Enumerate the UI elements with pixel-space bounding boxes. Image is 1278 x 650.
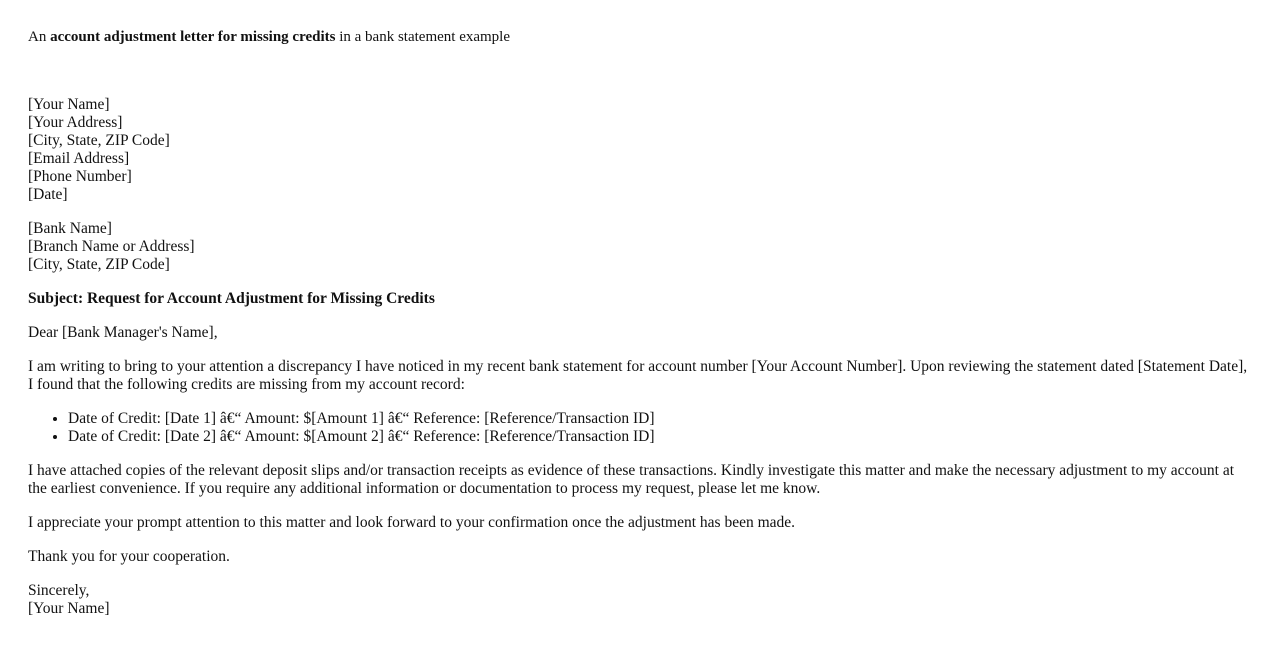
paragraph-thanks: Thank you for your cooperation. [28,548,230,565]
signature: [Your Name] [28,600,110,617]
sender-email: [Email Address] [28,150,130,167]
credit-item: • Date of Credit: [Date 2] â€“ Amount: $[Amount 2] â€“ Reference: [Reference/Transaction ID] [68,428,1250,446]
paragraph-request: I have attached copies of the relevant deposit slips and/or transaction receipts as evidence of these transactions. Kindly investigate this matter and make the necessary adjustment to my account at the earliest convenience. If you require any additional information or documentation to process my request, please let me know. [28,462,1235,497]
intro-line [28,28,1250,46]
salutation: Dear [Bank Manager's Name], [28,324,218,341]
spacer [28,46,1250,96]
paragraph-discrepancy: I am writing to bring to your attention a discrepancy I have noticed in my recent bank statement for account number [Your Account Number]. Upon reviewing the statement dated [Statement Date], I found that the following credits are missing from my account record: [28,358,1248,393]
closing: Sincerely, [28,582,90,599]
sender-block [28,96,1250,204]
recipient-bank: [Bank Name] [28,220,112,237]
subject-line: Subject: Request for Account Adjustment for Missing Credits [28,290,435,307]
credit-item: • Date of Credit: [Date 1] â€“ Amount: $[Amount 1] â€“ Reference: [Reference/Transaction ID] [68,410,1250,428]
intro-suffix: in a bank statement example [335,29,511,45]
recipient-block [28,220,1250,274]
intro-bold: account adjustment letter for missing credits [50,29,336,45]
sender-address: [Your Address] [28,114,123,131]
intro-prefix: An [28,29,51,45]
paragraph-appreciation: I appreciate your prompt attention to this matter and look forward to your confirmation once the adjustment has been made. [28,514,796,531]
credits-list [28,410,1250,446]
sender-date: [Date] [28,186,68,203]
recipient-city: [City, State, ZIP Code] [28,256,170,273]
sender-name: [Your Name] [28,96,110,113]
sender-phone: [Phone Number] [28,168,132,185]
closing-block [28,582,1250,618]
recipient-branch: [Branch Name or Address] [28,238,195,255]
sender-city: [City, State, ZIP Code] [28,132,170,149]
